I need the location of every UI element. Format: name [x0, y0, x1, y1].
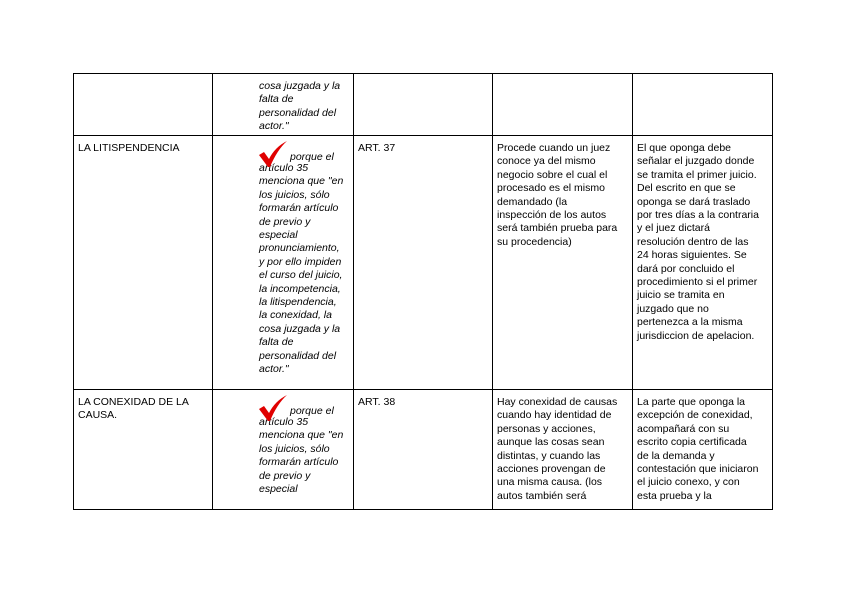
checkmark-icon: [257, 394, 289, 422]
cell-descripcion: [493, 74, 633, 136]
excepcion-name: LA CONEXIDAD DE LA CAUSA.: [78, 396, 189, 422]
excepcion-name: LA LITISPENDENCIA: [78, 142, 180, 154]
cell-articulo: [354, 390, 493, 510]
cell-descripcion: [493, 390, 633, 510]
cell-procedencia: [213, 74, 354, 136]
table-row: [74, 390, 773, 510]
articulo-ref: ART. 38: [358, 396, 396, 408]
cell-procedencia: [213, 390, 354, 510]
cell-articulo: [354, 136, 493, 390]
cell-tramite: [633, 136, 773, 390]
procedencia-first-line: porque el: [290, 151, 334, 163]
table-row: [74, 74, 773, 136]
tramite-text: El que oponga debe señalar el juzgado donde se tramita el primer juicio. Del escrito en que se oponga se dará traslado por tres días a la contraria y el juez dictará resolución dentro de las 24 horas siguientes. Se dará por concluido el procedimiento si el primer juicio se tramita en juzgado que no pertenezca a la misma jurisdiccion de apelacion.: [637, 142, 759, 342]
procedencia-text: artículo 35 menciona que "en los juicios, sólo formarán artículo de previo y especial pronunciamiento, y por ello impiden el curso del juicio, la incompetencia, la litispendencia, la conexidad, la cosa juzgada y la falta de personalidad del actor.": [259, 162, 344, 376]
table-row: [74, 136, 773, 390]
cell-excepcion: [74, 136, 213, 390]
procedencia-first-line: porque el: [290, 405, 334, 417]
cell-tramite: [633, 74, 773, 136]
procedencia-text: cosa juzgada y la falta de personalidad del actor.": [259, 80, 341, 133]
procedencia-text: artículo 35 menciona que "en los juicios, sólo formarán artículo de previo y especial: [259, 416, 344, 496]
cell-tramite: [633, 390, 773, 510]
cell-articulo: [354, 74, 493, 136]
cell-excepcion: [74, 74, 213, 136]
cell-descripcion: [493, 136, 633, 390]
cell-excepcion: [74, 390, 213, 510]
tramite-text: La parte que oponga la excepción de conexidad, acompañará con su escrito copia certificada de la demanda y contestación que iniciaron el juicio conexo, y con esta prueba y la: [637, 396, 759, 502]
articulo-ref: ART. 37: [358, 142, 396, 154]
descripcion-text: Procede cuando un juez conoce ya del mismo negocio sobre el cual el procesado es el mismo demandado (la inspección de los autos será también prueba para su procedencia): [497, 142, 618, 248]
checkmark-icon: [257, 140, 289, 168]
descripcion-text: Hay conexidad de causas cuando hay identidad de personas y acciones, aunque las cosas sean distintas, y cuando las acciones provengan de una misma causa. (los autos también será: [497, 396, 618, 502]
cell-procedencia: [213, 136, 354, 390]
excepciones-table: [73, 73, 773, 510]
